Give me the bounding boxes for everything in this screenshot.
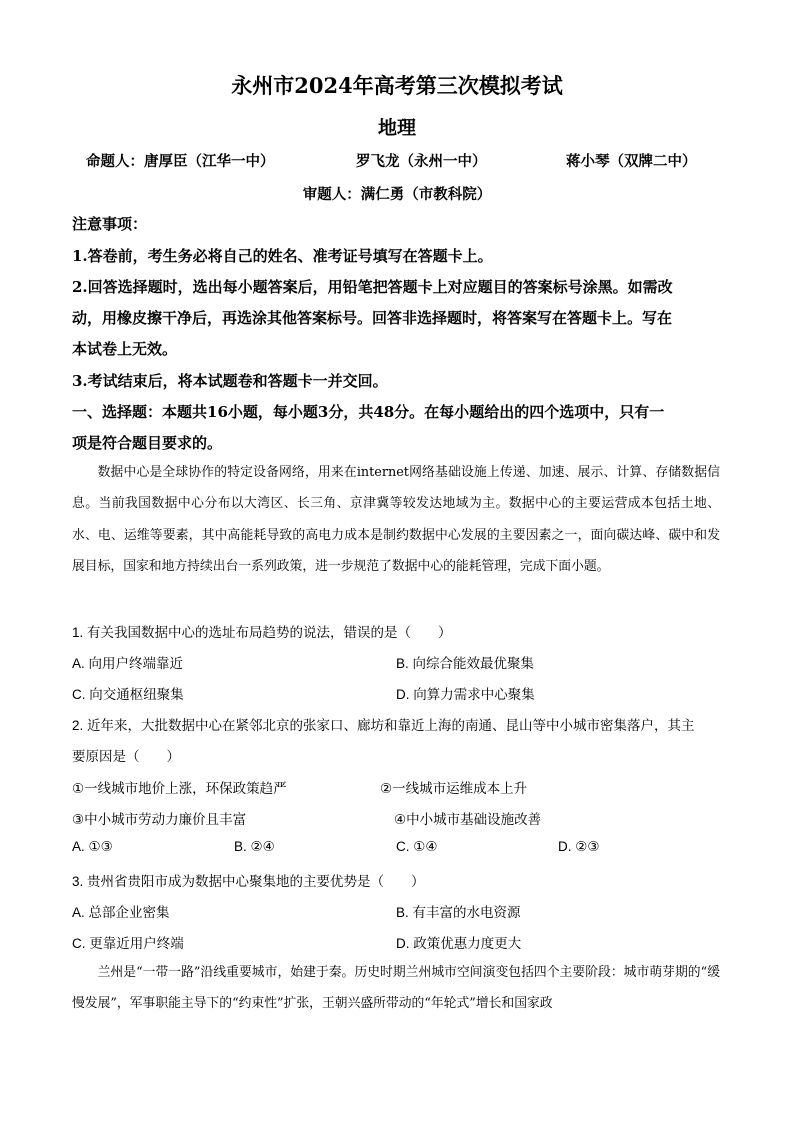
q3-option-d: D. 政策优惠力度更大 [396,936,522,951]
notice-item: 1.答卷前，考生务必将自己的姓名、准考证号填写在答题卡上。 [72,247,493,265]
notice-item: 3.考试结束后，将本试题卷和答题卡一并交回。 [72,372,388,390]
question-1-stem: 1. 有关我国数据中心的选址布局趋势的说法，错误的是（ ） [72,625,452,640]
reviewer: 审题人：满仁勇（市教科院） [302,186,492,203]
q1-option-a: A. 向用户终端靠近 [72,656,184,671]
q1-option-c: C. 向交通枢纽聚集 [72,687,184,702]
q2-option-d: D. ②③ [558,839,600,854]
author-3: 蒋小琴（双牌二中） [566,153,697,170]
notice-item: 动，用橡皮擦干净后，再选涂其他答案标号。回答非选择题时，将答案写在答题卡上。写在 [72,309,673,327]
q2-statement-2: ②一线城市运维成本上升 [380,781,528,796]
passage-lanzhou: 兰州是“一带一路”沿线重要城市，始建于秦。历史时期兰州城市空间演变包括四个主要阶段：城市萌芽期的“缓慢发展”，军事职能主导下的“约束性”扩张，王朝兴盛所带动的“年轮式”增长和国家政 [72,965,720,1012]
exam-subject: 地理 [377,117,416,139]
q3-option-c: C. 更靠近用户终端 [72,936,184,951]
notice-heading: 注意事项： [72,215,148,233]
q2-option-a: A. ①③ [72,839,113,854]
question-3-stem: 3. 贵州省贵阳市成为数据中心聚集地的主要优势是（ ） [72,874,425,889]
section-heading-cont: 项是符合题目要求的。 [72,434,223,452]
q3-option-b: B. 有丰富的水电资源 [396,905,521,920]
q2-option-b: B. ②④ [234,839,275,854]
exam-title: 永州市2024年高考第三次模拟考试 [231,73,563,98]
passage-data-center: 数据中心是全球协作的特定设备网络，用来在internet网络基础设施上传递、加速、展示、计算、存储数据信息。当前我国数据中心分布以大湾区、长三角、京津冀等较发达地域为主。数据中心的主要运营成本包括土地、水、电、运维等要素，其中高能耗导致的高电力成本是制约数据中心发展的主要因素之一，面向碳达峰、碳中和发展目标，国家和地方持续出台一系列政策，进一步规范了数据中心的能耗管理，完成下面小题。 [72,465,720,574]
q2-option-c: C. ①④ [396,839,438,854]
notice-item: 2.回答选择题时，选出每小题答案后，用铅笔把答题卡上对应题目的答案标号涂黑。如需改 [72,278,673,296]
author-1: 命题人：唐厚臣（江华一中） [86,153,275,170]
author-2: 罗飞龙（永州一中） [356,153,487,170]
question-2-stem: 2. 近年来，大批数据中心在紧邻北京的张家口、廊坊和靠近上海的南通、昆山等中小城市密集落户，其主 [72,718,695,733]
q2-statement-3: ③中小城市劳动力廉价且丰富 [72,812,247,827]
q2-statement-4: ④中小城市基础设施改善 [394,812,542,827]
q1-option-b: B. 向综合能效最优聚集 [396,656,535,671]
section-heading: 一、选择题：本题共16小题，每小题3分，共48分。在每小题给出的四个选项中，只有一 [72,403,665,421]
q1-option-d: D. 向算力需求中心聚集 [396,687,535,702]
q2-statement-1: ①一线城市地价上涨，环保政策趋严 [72,781,287,796]
question-2-stem-cont: 要原因是（ ） [72,749,180,764]
notice-item: 本试卷上无效。 [72,340,178,358]
q3-option-a: A. 总部企业密集 [72,905,170,920]
